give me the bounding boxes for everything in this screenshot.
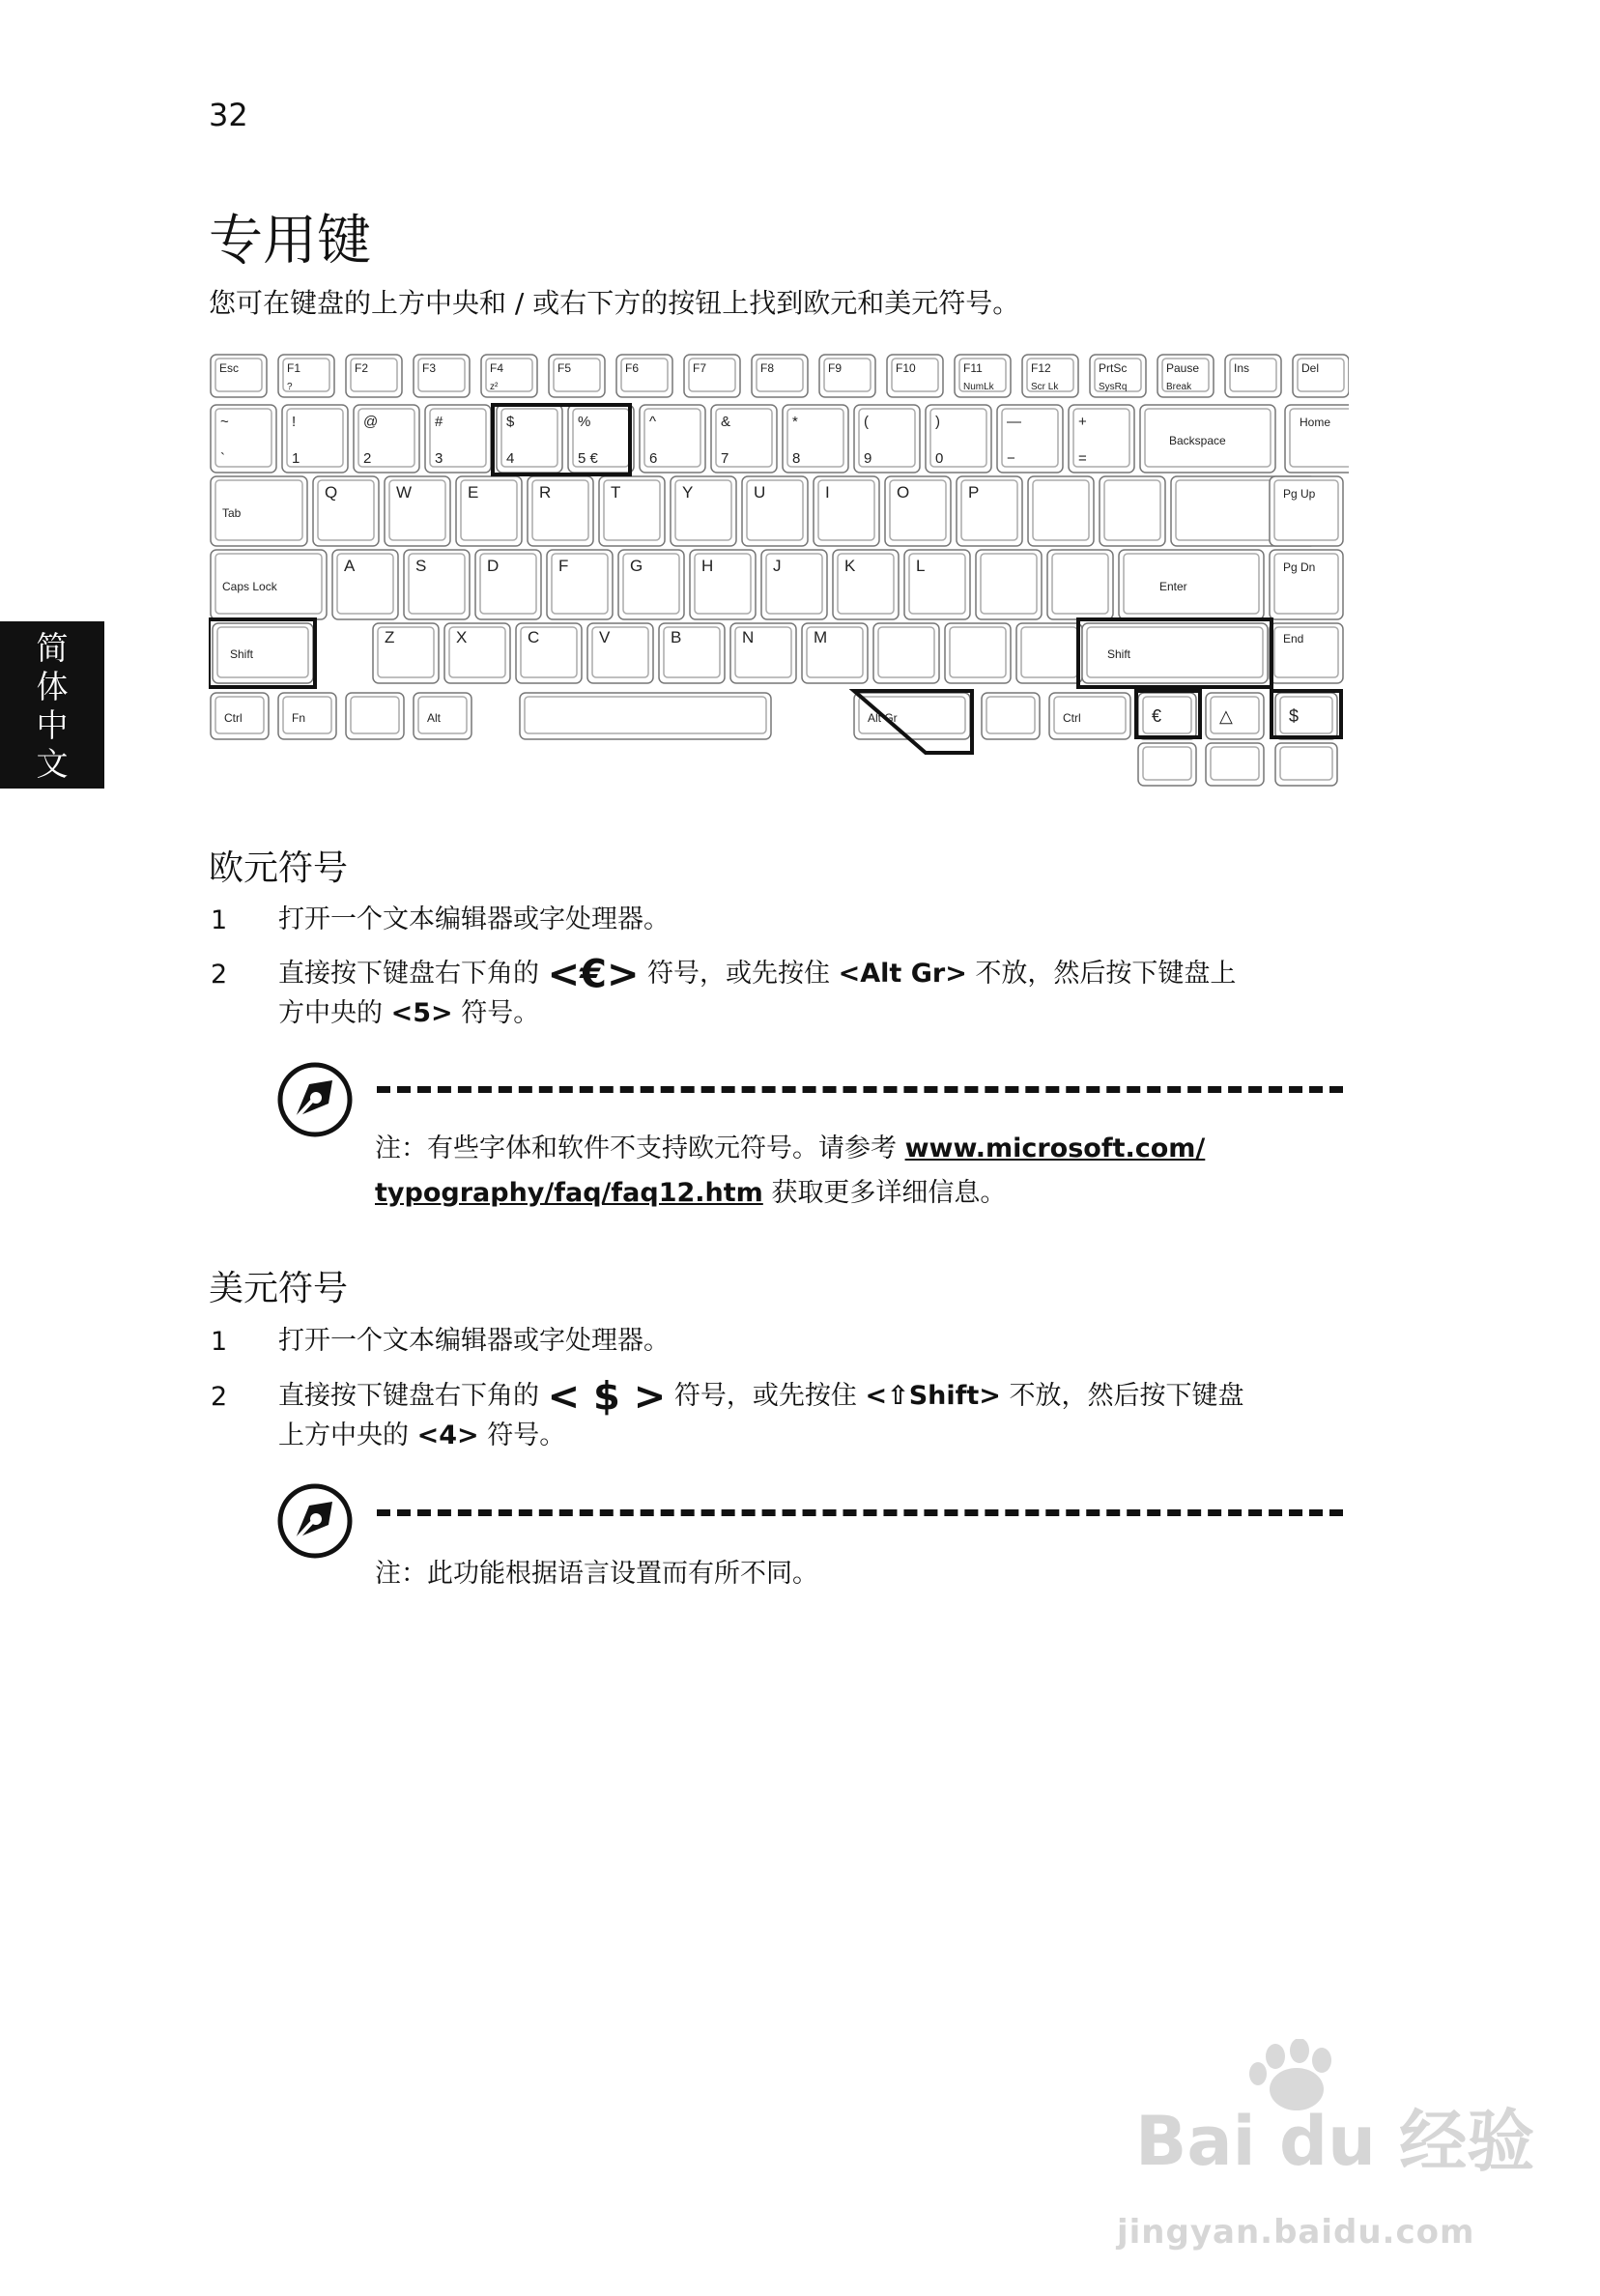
key-b	[659, 623, 725, 683]
key-label: E	[468, 483, 479, 502]
note-pen-icon	[276, 1061, 354, 1138]
key-label: V	[599, 628, 611, 646]
key-label: `	[220, 450, 225, 467]
key-label-backspace: Backspace	[1169, 434, 1226, 447]
key-label: )	[935, 414, 940, 430]
key-bottom-label: Ctrl	[1063, 711, 1081, 725]
key-sublabel: NumLk	[963, 382, 994, 392]
intro-text: 您可在键盘的上方中央和 / 或右下方的按钮上找到欧元和美元符号。	[209, 287, 1020, 319]
key-bottom-label: △	[1219, 706, 1233, 726]
key-label-f3: F3	[422, 361, 437, 375]
key-label: #	[435, 414, 443, 430]
key-label: T	[611, 483, 621, 502]
note-divider	[377, 1509, 1343, 1516]
key-label-home: Home	[1300, 416, 1331, 429]
key-bottom-label: $	[1289, 706, 1300, 726]
key-slash	[1016, 623, 1082, 683]
key-i	[814, 476, 879, 546]
key-label: U	[754, 483, 766, 502]
key-label-f10: F10	[896, 361, 916, 375]
dollar-section-title: 美元符号	[209, 1269, 349, 1308]
key-o	[885, 476, 951, 546]
key-label: D	[487, 557, 500, 575]
key-label-capslock: Caps Lock	[222, 580, 277, 593]
dollar-step-1-text: 打开一个文本编辑器或字处理器。	[278, 1326, 670, 1356]
key-q	[313, 476, 379, 546]
key-bottom-label: €	[1152, 706, 1162, 726]
key-h	[690, 550, 756, 619]
key-p	[957, 476, 1022, 546]
watermark-brand: Bai du 经验	[1135, 2102, 1535, 2181]
key-label: *	[792, 414, 798, 430]
key-label: K	[844, 557, 856, 575]
key-label-tab: Tab	[222, 506, 242, 520]
key-s	[404, 550, 470, 619]
key-label: C	[528, 628, 540, 646]
key-label-prtsc: PrtSc	[1099, 361, 1128, 375]
key-x	[444, 623, 510, 683]
key-label: 0	[935, 450, 944, 467]
key-label: &	[721, 414, 731, 430]
key-bottom-row	[1049, 693, 1130, 739]
key-label-rshift: Shift	[1107, 647, 1131, 661]
key-label-f9: F9	[828, 361, 843, 375]
key-label: Y	[682, 483, 694, 502]
key-label: —	[1007, 414, 1021, 430]
key-label: 5 €	[578, 450, 598, 467]
key-label: R	[539, 483, 552, 502]
key-bottom-row	[414, 693, 471, 739]
euro-step-1-number: 1	[211, 905, 228, 935]
key-label-enter: Enter	[1159, 580, 1187, 593]
page-number: 32	[209, 97, 248, 133]
key-label-pgdn: Pg Dn	[1283, 560, 1316, 574]
dollar-step-1-number: 1	[211, 1327, 228, 1357]
key-label-pgup: Pg Up	[1283, 487, 1316, 501]
key-d	[475, 550, 541, 619]
key-m	[802, 623, 868, 683]
key-label: 6	[649, 450, 658, 467]
key-label: !	[292, 414, 297, 430]
key-bottom-row	[982, 693, 1040, 739]
key-semicolon	[976, 550, 1042, 619]
key-label-f5: F5	[557, 361, 572, 375]
key-u	[742, 476, 808, 546]
key-label: =	[1078, 450, 1087, 467]
note-link[interactable]: www.microsoft.com/	[904, 1134, 1206, 1163]
key-bracket	[1100, 476, 1165, 546]
key-label: %	[578, 414, 591, 430]
key-label: 7	[721, 450, 729, 467]
key-label: N	[742, 628, 755, 646]
key-period	[945, 623, 1011, 683]
key-f	[547, 550, 613, 619]
key-sublabel: Break	[1166, 382, 1192, 392]
key-label: J	[773, 557, 782, 575]
key-sublabel: SysRq	[1099, 382, 1128, 392]
key-v	[587, 623, 653, 683]
key-l	[904, 550, 970, 619]
key-bottom-row	[520, 693, 771, 739]
watermark-url: jingyan.baidu.com	[1117, 2213, 1475, 2252]
key-w	[385, 476, 450, 546]
key-z	[373, 623, 439, 683]
key-label-f2: F2	[355, 361, 369, 375]
key-bottom-label: Alt Gr	[868, 711, 898, 725]
key-label-f4: F4	[490, 361, 504, 375]
key-t	[599, 476, 665, 546]
key-label: 9	[864, 450, 872, 467]
dollar-symbol: < $ >	[547, 1374, 667, 1420]
key-label-end: End	[1283, 632, 1304, 646]
key-label-f6: F6	[625, 361, 640, 375]
key-label: +	[1078, 414, 1087, 430]
key-label-pause: Pause	[1166, 361, 1200, 375]
key-sublabel: Scr Lk	[1031, 382, 1059, 392]
key-label: F	[558, 557, 569, 575]
dollar-note: 注：此功能根据语言设置而有所不同。	[375, 1559, 818, 1589]
key-end	[1270, 623, 1343, 683]
key-bottom-row	[1138, 693, 1196, 739]
side-tab-label: 简体中文	[36, 629, 69, 783]
euro-symbol: <€>	[547, 952, 640, 997]
key-label-del: Del	[1301, 361, 1320, 375]
key-bottom-row	[278, 693, 336, 739]
key-sublabel: ?	[287, 382, 293, 392]
key-r	[528, 476, 593, 546]
note-pen-icon	[276, 1482, 354, 1560]
key-bottom-row	[1206, 693, 1264, 739]
key-a	[332, 550, 398, 619]
key-label: A	[344, 557, 356, 575]
key-label: ~	[220, 414, 229, 430]
note-divider	[377, 1086, 1343, 1093]
key-enter	[1119, 550, 1264, 619]
key-label: W	[396, 483, 413, 502]
key-e	[456, 476, 522, 546]
key-label: P	[968, 483, 980, 502]
key-j	[761, 550, 827, 619]
key-label: O	[897, 483, 910, 502]
key-k	[833, 550, 899, 619]
key-bracket	[1028, 476, 1094, 546]
key-bottom-row	[346, 693, 404, 739]
key-label: Q	[325, 483, 338, 502]
key-left-shift	[213, 623, 313, 683]
key-label-esc: Esc	[219, 361, 240, 375]
key-label-f8: F8	[760, 361, 775, 375]
key-label: L	[916, 557, 926, 575]
key-label: Z	[385, 628, 395, 646]
key-label-ins: Ins	[1234, 361, 1250, 375]
note-link-cont[interactable]: typography/faq/faq12.htm	[375, 1178, 763, 1208]
key-label: S	[415, 557, 427, 575]
euro-step-2-number: 2	[211, 960, 228, 990]
key-label: ^	[649, 414, 657, 430]
key-label: G	[630, 557, 643, 575]
key-g	[618, 550, 684, 619]
language-side-tab	[0, 621, 104, 789]
key-bottom-label: Fn	[292, 711, 306, 725]
key-sublabel: z²	[490, 382, 499, 392]
dollar-step-2-number: 2	[211, 1382, 228, 1412]
dollar-step-2-text: 直接按下键盘右下角的 < $ > 符号，或先按住 <⇧Shift> 不放，然后按下键盘 上方中央的 <4> 符号。	[278, 1374, 1244, 1450]
key-label-f12: F12	[1031, 361, 1051, 375]
key-y	[671, 476, 736, 546]
key-label: (	[864, 414, 869, 430]
key-label: $	[506, 414, 515, 430]
key-label-f11: F11	[963, 361, 983, 375]
key-comma	[873, 623, 939, 683]
key-label: 4	[506, 450, 515, 467]
key-label: H	[701, 557, 714, 575]
key-label: M	[814, 628, 828, 646]
key-label: X	[456, 628, 468, 646]
key-bottom-label: Ctrl	[224, 711, 243, 725]
key-label: B	[671, 628, 682, 646]
keyboard-diagram	[209, 353, 1349, 788]
key-label: @	[363, 414, 379, 430]
euro-step-2-text: 直接按下键盘右下角的 <€> 符号，或先按住 <Alt Gr> 不放，然后按下键盘上 方中央的 <5> 符号。	[278, 952, 1237, 1028]
key-label: 8	[792, 450, 801, 467]
key-label-lshift: Shift	[230, 647, 254, 661]
euro-step-1-text: 打开一个文本编辑器或字处理器。	[278, 904, 670, 934]
key-bottom-label: Alt	[427, 711, 442, 725]
key-label-f1: F1	[287, 361, 301, 375]
key-label: −	[1007, 450, 1015, 467]
key-label: 1	[292, 450, 300, 467]
key-quote	[1047, 550, 1113, 619]
key-n	[730, 623, 796, 683]
page-title: 专用键	[209, 210, 371, 273]
key-label: 3	[435, 450, 443, 467]
key-c	[516, 623, 582, 683]
key-label: 2	[363, 450, 372, 467]
euro-note: 注：有些字体和软件不支持欧元符号。请参考 www.microsoft.com/ typography/faq/faq12.htm 获取更多详细信息。	[375, 1134, 1206, 1208]
key-label: I	[825, 483, 830, 502]
key-bottom-row	[1275, 693, 1337, 739]
euro-section-title: 欧元符号	[209, 848, 349, 888]
key-label-f7: F7	[693, 361, 707, 375]
